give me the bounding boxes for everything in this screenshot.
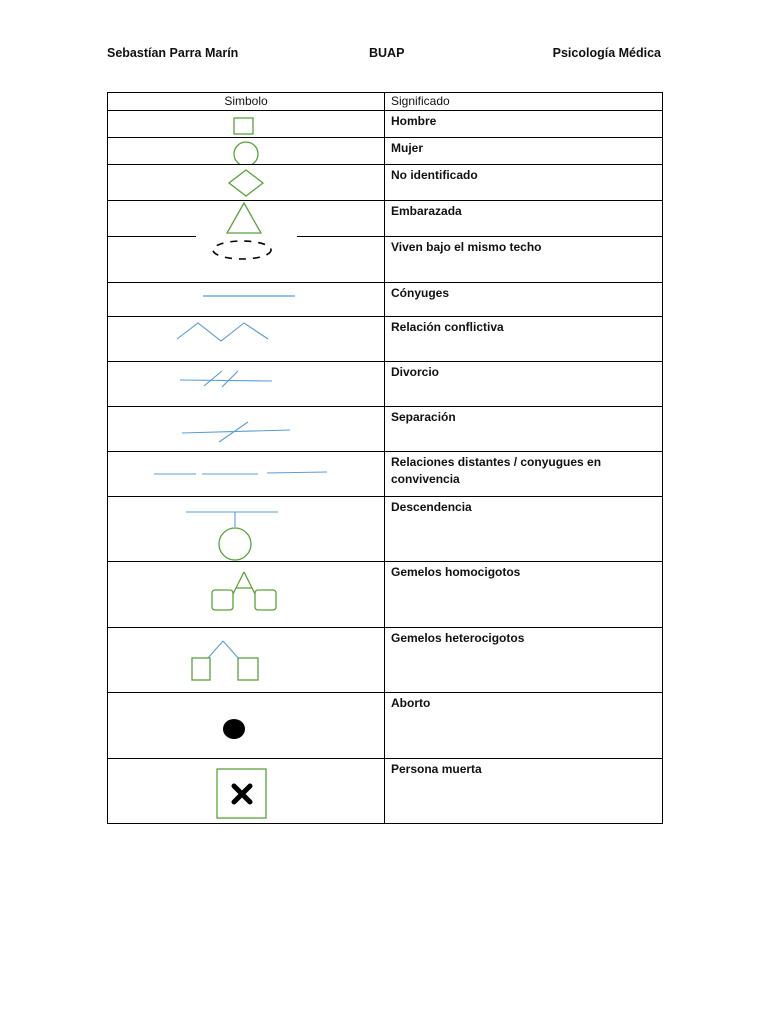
meaning-cell: Persona muerta: [385, 759, 663, 824]
symbol-cell: [108, 165, 385, 201]
symbol-cell: [108, 283, 385, 317]
table-row: [108, 317, 663, 362]
table-row: [108, 497, 663, 562]
table-row: [108, 165, 663, 201]
solid-line-icon: [108, 283, 385, 316]
table-row: [108, 759, 663, 824]
meaning-cell: Mujer: [385, 138, 663, 165]
symbol-cell: [108, 693, 385, 759]
table-row: [108, 237, 663, 283]
cross-box-icon: [108, 759, 385, 823]
symbol-cell: [108, 497, 385, 562]
meaning-cell: Separación: [385, 407, 663, 452]
meaning-cell: Descendencia: [385, 497, 663, 562]
institution-name: BUAP: [369, 46, 405, 60]
table-row: [108, 628, 663, 693]
circle-icon: [108, 138, 385, 164]
diamond-icon: [108, 165, 385, 200]
page-header: [107, 46, 661, 64]
table-row: [108, 283, 663, 317]
table-row: [108, 362, 663, 407]
genogram-legend-table: [107, 92, 663, 824]
triangle-icon: [108, 201, 385, 236]
symbol-cell: [108, 628, 385, 693]
table-row: [108, 452, 663, 497]
symbol-cell: [108, 452, 385, 497]
meaning-cell: Relaciones distantes / conyugues en convivencia: [385, 452, 663, 497]
table-row: [108, 693, 663, 759]
symbol-cell: [108, 407, 385, 452]
table-header-row: [108, 93, 663, 111]
symbol-cell: [108, 317, 385, 362]
dashed-line-icon: [108, 452, 385, 496]
table-row: [108, 111, 663, 138]
double-slash-line-icon: [108, 362, 385, 406]
symbol-cell: [108, 362, 385, 407]
symbol-cell: [108, 138, 385, 165]
meaning-cell: Relación conflictiva: [385, 317, 663, 362]
subject-name: Psicología Médica: [552, 46, 661, 60]
column-header-symbol: Simbolo: [108, 93, 385, 111]
symbol-cell: [108, 111, 385, 138]
descent-icon: [108, 497, 385, 561]
border-gap: [196, 235, 297, 239]
column-header-meaning: Significado: [385, 93, 663, 111]
symbol-cell: [108, 237, 385, 283]
meaning-cell: Divorcio: [385, 362, 663, 407]
zigzag-line-icon: [108, 317, 385, 361]
meaning-cell: No identificado: [385, 165, 663, 201]
fraternal-twins-icon: [108, 628, 385, 692]
filled-dot-icon: [108, 693, 385, 758]
meaning-cell: Gemelos heterocigotos: [385, 628, 663, 693]
dashed-ellipse-icon: [108, 237, 385, 282]
table-row: [108, 138, 663, 165]
table-row: [108, 562, 663, 628]
meaning-cell: Hombre: [385, 111, 663, 138]
identical-twins-icon: [108, 562, 385, 627]
symbol-cell: [108, 562, 385, 628]
meaning-cell: Aborto: [385, 693, 663, 759]
meaning-cell: Embarazada: [385, 201, 663, 237]
meaning-cell: Cónyuges: [385, 283, 663, 317]
symbol-cell: [108, 759, 385, 824]
symbol-cell: [108, 201, 385, 237]
meaning-cell: Gemelos homocigotos: [385, 562, 663, 628]
single-slash-line-icon: [108, 407, 385, 451]
meaning-cell: Viven bajo el mismo techo: [385, 237, 663, 283]
square-icon: [108, 111, 385, 137]
author-name: Sebastían Parra Marín: [107, 46, 239, 60]
table-row: [108, 407, 663, 452]
table-row: [108, 201, 663, 237]
